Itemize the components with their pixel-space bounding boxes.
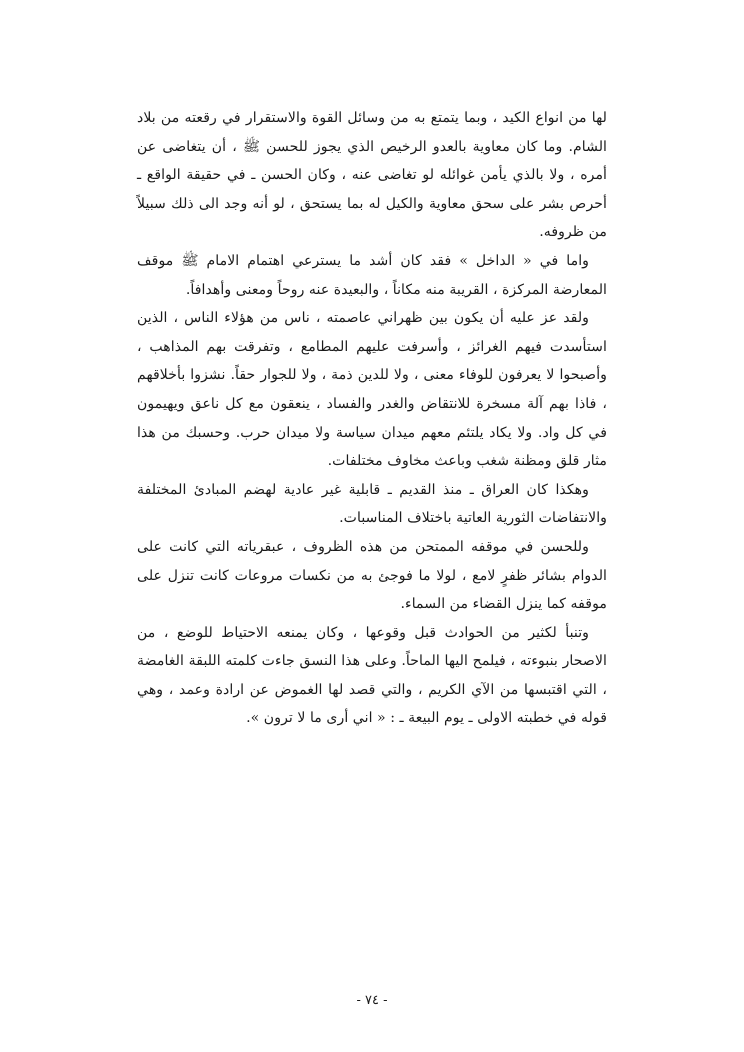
page-number: - ٧٤ - — [356, 993, 388, 1008]
paragraph-3: ولقد عز عليه أن يكون بين ظهراني عاصمته ، ناس من هؤلاء الناس ، الذين استأسدت فيهم الغرائز ، وأسرفت عليهم المطامع ، وتفرقت بهم المذاهب ، وأصبحوا لا يعرفون للوفاء معنى ، ولا للدين ذمة ، ولا للجوار حقاً. نشزوا بأخلاقهم ، فاذا بهم آلة مسخرة للانتقاض والغدر والفساد ، ينعقون مع كل ناعق ويهيمون في كل واد. ولا يكاد يلتئم معهم ميدان سياسة ولا ميدان حرب. وحسبك من هذا مثار قلق ومظنة شغب وباعث مخاوف مختلفات. — [137, 310, 607, 470]
paragraph-2: واما في « الداخل » فقد كان أشد ما يسترعي اهتمام الامام ﷺ موقف المعارضة المركزة ، القريبة منه مكاناً ، والبعيدة عنه روحاً ومعنى وأهدافاً. — [137, 252, 607, 298]
paragraph-1: لها من انواع الكيد ، وبما يتمتع به من وسائل القوة والاستقرار في رقعته من بلاد الشام. وما كان معاوية بالعدو الرخيص الذي يجوز للحسن ﷺ ، أن يتغاضى عن أمره ، ولا بالذي يأمن غوائله لو تغاضى عنه ، وكان الحسن ـ في حقيقة الواقع ـ أحرص بشر على سحق معاوية والكيل له بما يستحق ، لو أنه وجد الى ذلك سبيلاً من ظروفه. — [137, 110, 607, 241]
paragraph-5: وللحسن في موقفه الممتحن من هذه الظروف ، عبقرياته التي كانت على الدوام بشائر ظفرٍ لامع ، لولا ما فوجئ به من نكسات مروعات كانت تنزل على موقفه كما ينزل القضاء من السماء. — [137, 538, 607, 613]
body-text — [137, 104, 607, 733]
paragraph-4: وهكذا كان العراق ـ منذ القديم ـ قابلية غير عادية لهضم المبادئ المختلفة والانتفاضات الثورية العاتية باختلاف المناسبات. — [137, 481, 607, 527]
paragraph-6: وتنبأ لكثير من الحوادث قبل وقوعها ، وكان يمنعه الاحتياط للوضع ، من الاصحار بنبوءته ، فيلمح اليها الماحاً. وعلى هذا النسق جاءت كلمته اللبقة الغامضة ، التي اقتبسها من الآي الكريم ، والتي قصد لها الغموض عن ارادة وعمد ، وهي قوله في خطبته الاولى ـ يوم البيعة ـ : « اني أرى ما لا ترون ». — [137, 624, 607, 727]
